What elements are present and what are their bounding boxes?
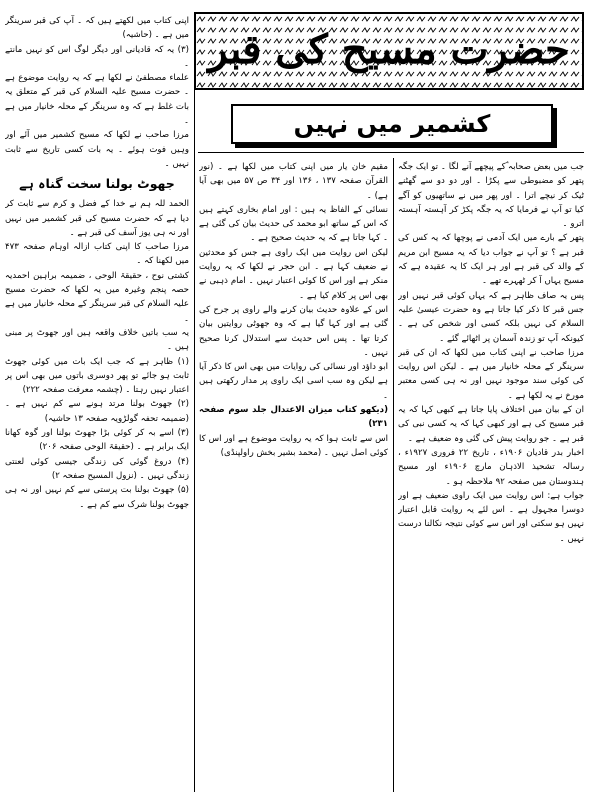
- column-rule-right: [393, 158, 394, 792]
- title-banner: [194, 12, 584, 90]
- paragraph: مرزا صاحب نے اپنی کتاب میں لکھا کہ ان کی قبر سرینگر کے محلہ خانیار میں ہے ۔ لیکن اس روایت کی کوئی سند موجود نہیں اور نہ ہی کسی معتبر مورخ نے یہ لکھا ہے ۔: [398, 347, 584, 401]
- paragraph: مقیم خان یار میں اپنی کتاب میں لکھا ہے ۔ (نور القرآن صفحہ ۱۳۷ ، ۱۳۶ اور ۳۴ ص ۵۷ میں بھی آیا ہے) ۔: [199, 162, 388, 201]
- title-bottom-rule: [198, 152, 584, 153]
- right-column: [398, 160, 584, 792]
- paragraph: (۳) یہ کہ قادیانی اور دیگر لوگ اس کو نہیں مانتے ۔: [5, 44, 189, 69]
- paragraph: جب میں بعض صحابہ ؓکے پیچھے آنے لگا ۔ تو ایک جگہ پتھر کو مضبوطی سے پکڑا ۔ اور دو دو سے گھٹنے ٹیک کر نیچے اترا ۔ اور پھر میں نے ساتھیوں کو آگے کیا تو آپ نے فرمایا کہ یہ جگہ پکڑ کر آہستہ آہستہ اترو ۔: [398, 162, 584, 230]
- paragraph: (۵) جھوٹ بولنا بت پرستی سے کم نہیں اور نہ ہی جھوٹ بولنا شرک سے کم ہے ۔: [5, 485, 189, 510]
- paragraph: (۳) اسے بہ کر کوئی بڑا جھوٹ بولنا اور گوہ کھانا ایک برابر ہے ۔ (حقیقۃ الوحی صفحہ ۲۰۶): [5, 428, 189, 453]
- paragraph: جواب ہے: اس روایت میں ایک راوی ضعیف ہے اور دوسرا مجہول ہے ۔ اس لئے یہ روایت قابل اعتبار نہیں ہو سکتی اور اس سے کوئی نتیجہ نکالنا درست نہیں ۔: [398, 490, 584, 544]
- paragraph: علماء مصطفیٰ نے لکھا ہے کہ یہ روایت موضوع ہے ۔ حضرت مسیح علیہ السلام کی قبر کے متعلق یہ بات غلط ہے کہ وہ سرینگر کے محلہ خانیار میں ہے ۔: [5, 73, 189, 127]
- paragraph: (۱) ظاہر ہے کہ جب ایک بات میں کوئی جھوٹ ثابت ہو جائے تو پھر دوسری باتوں میں بھی اس پر اعتبار نہیں رہتا ۔ (چشمہ معرفت صفحہ ۲۲۲): [5, 356, 189, 396]
- paragraph: اپنی کتاب میں لکھتے ہیں کہ ۔ آپ کی قبر سرینگر میں ہے ۔ (حاشیہ): [5, 16, 189, 41]
- paragraph: اس کے علاوہ حدیث بیان کرنے والے راوی پر جرح کی گئی ہے اور کہا گیا ہے کہ وہ جھوٹی روایتیں بیان کرتا تھا ۔ پس اس حدیث سے استدلال کرنا صحیح نہیں ۔: [199, 304, 388, 358]
- paragraph: (۲) جھوٹ بولنا مرتد ہونے سے کم نہیں ہے ۔ (ضمیمہ تحفہ گولڑویہ صفحہ ۱۳ حاشیہ): [5, 399, 189, 424]
- subtitle-box: [231, 104, 553, 144]
- paragraph: اس سے ثابت ہوا کہ یہ روایت موضوع ہے اور اس کا کوئی اصل نہیں ۔ (محمد بشیر بخش راولپنڈی): [199, 433, 388, 458]
- paragraph: مرزا صاحب کا اپنی کتاب ازالہ اوہام صفحہ ۴۷۳ میں لکھنا کہ ۔: [5, 242, 189, 267]
- paragraph: (۴) دروغ گوئی کی زندگی جیسی کوئی لعنتی زندگی نہیں ۔ (نزول المسیح صفحہ ۲): [5, 456, 189, 481]
- page-subtitle: کشمیر میں نہیں: [293, 110, 491, 138]
- paragraph: اخبار بدر قادیان ۱۹۰۶ء ، تاریخ ۲۲ فروری ۱۹۲۷ء ، رسالہ تشحیذ الاذہان مارچ ۱۹۰۶ء اور مسیح ہندوستان میں صفحہ ۹۲ ملاحظہ ہو ۔: [398, 447, 584, 487]
- section-heading: جھوٹ بولنا سخت گناہ ہے: [19, 176, 175, 192]
- column-rule-left: [194, 14, 195, 792]
- middle-column: [199, 160, 388, 792]
- citation: (دیکھو کتاب میزان الاعتدال جلد سوم صفحہ ۲۳۱): [199, 405, 388, 430]
- page-title: حضرت مسیح کی قبر: [208, 26, 570, 73]
- paragraph: ابو داؤد اور نسائی کی روایات میں بھی اس کا ذکر آیا ہے لیکن وہ سب اسی ایک راوی پر مدار رکھتی ہیں ۔: [199, 362, 388, 401]
- paragraph: ان کے بیان میں اختلاف پایا جاتا ہے کبھی کہا کہ یہ قبر مسیح کی ہے اور کبھی کہا کہ یہ کسی نبی کی قبر ہے ۔ جو روایت پیش کی گئی وہ ضعیف ہے ۔: [398, 405, 584, 444]
- paragraph: پتھر کے بارے میں ایک آدمی نے پوچھا کہ یہ کس کی قبر ہے ؟ تو آپ نے جواب دیا کہ یہ مسیح ابن مریم کے والد کی قبر ہے اور ہر ایک کا یہ عقیدہ ہے کہ مسیح یہاں آ کر ٹھہرے تھے ۔: [398, 233, 584, 287]
- paragraph: یہ سب باتیں خلاف واقعہ ہیں اور جھوٹ پر مبنی ہیں ۔: [5, 327, 189, 353]
- paragraph: نسائی کے الفاظ یہ ہیں : اور امام بخاری کہتے ہیں کہ اس کے ساتھ ابو محمد کی حدیث بیان کی گئی ہے ۔ کہا جاتا ہے کہ یہ حدیث صحیح ہے ۔: [199, 204, 388, 244]
- paragraph: مرزا صاحب نے لکھا کہ مسیح کشمیر میں آئے اور وہیں فوت ہوئے ۔ یہ بات کسی تاریخ سے ثابت نہیں ۔: [5, 130, 189, 169]
- paragraph: کشتی نوح ، حقیقۃ الوحی ، ضمیمہ براہین احمدیہ حصہ پنجم وغیرہ میں یہ لکھا کہ حضرت مسیح علیہ السلام کی قبر سرینگر کے محلہ خانیار میں ہے ۔: [5, 270, 189, 324]
- paragraph: لیکن اس روایت میں ایک راوی ہے جس کو محدثین نے ضعیف کہا ہے ۔ ابن حجر نے لکھا کہ یہ روایت منکر ہے اور اس کا کوئی اعتبار نہیں ۔ امام ذہبی نے بھی اس پر کلام کیا ہے ۔: [199, 247, 388, 301]
- paragraph: الحمد للہ ہم نے خدا کے فضل و کرم سے ثابت کر دیا ہے کہ حضرت مسیح کی قبر کشمیر میں نہیں اور نہ ہی یوز آسف کی قبر ہے ۔: [5, 199, 189, 238]
- paragraph: پس یہ صاف ظاہر ہے کہ یہاں کوئی قبر نہیں اور جس قبر کا ذکر کیا جاتا ہے وہ حضرت عیسیٰ علیہ السلام کی نہیں بلکہ کسی اور شخص کی ہے ۔ کیونکہ آپ تو زندہ آسمان پر اٹھائے گئے ۔: [398, 290, 584, 344]
- left-column: [5, 14, 189, 792]
